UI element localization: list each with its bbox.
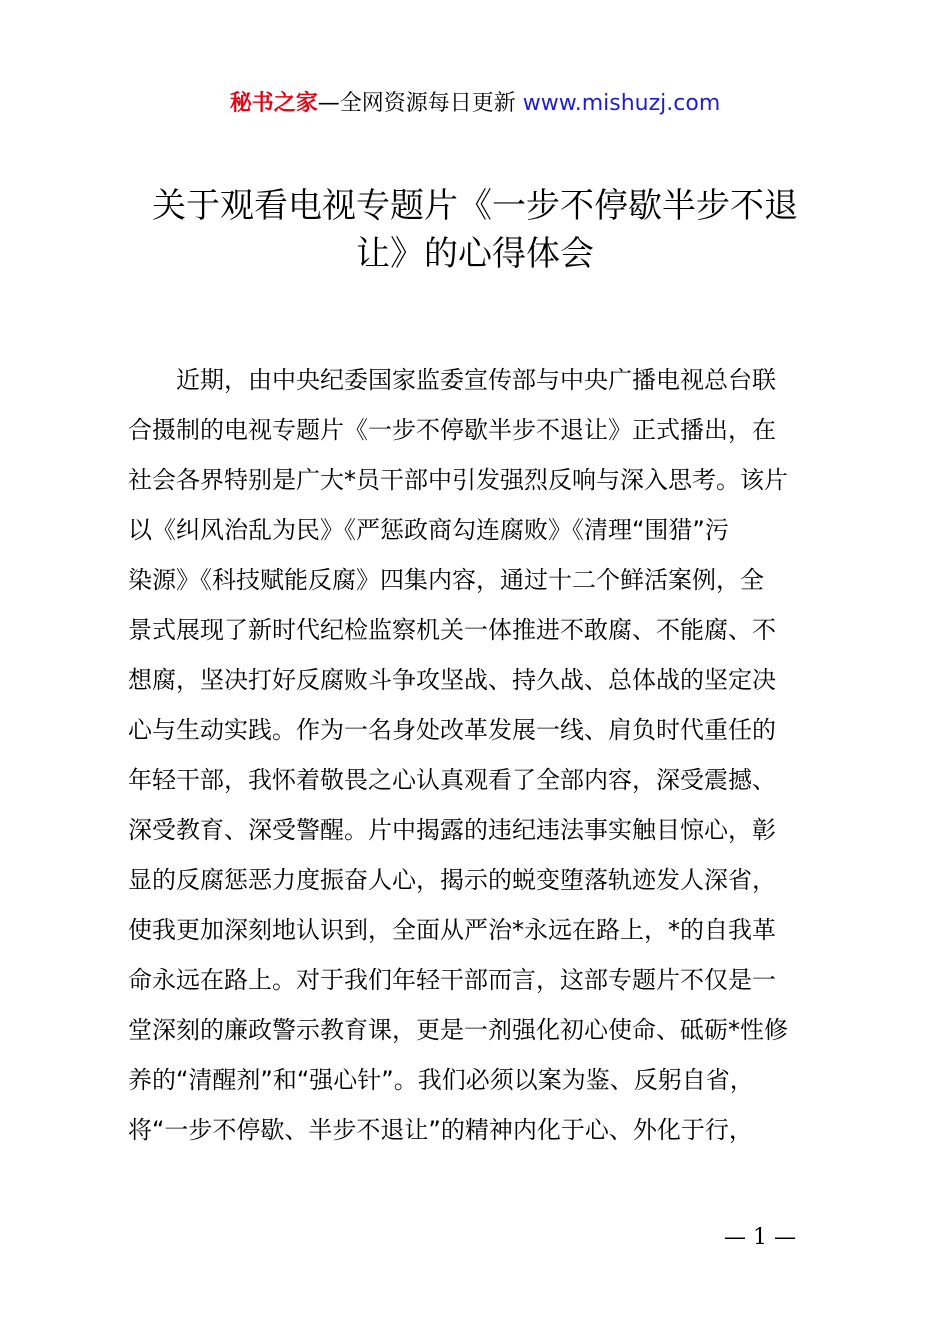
title-line: 关于观看电视专题片《一步不停歇半步不退 — [152, 186, 798, 226]
body-line: 使我更加深刻地认识到，全面从严治*永远在路上，*的自我革 — [128, 916, 776, 944]
body-line: 养的“清醒剂”和“强心针”。我们必须以案为鉴、反躬自省， — [128, 1066, 754, 1094]
title-line: 让》的心得体会 — [356, 234, 594, 274]
body-line: 近期，由中央纪委国家监委宣传部与中央广播电视总台联 — [128, 366, 776, 394]
body-line: 年轻干部，我怀着敬畏之心认真观看了全部内容，深受震撼、 — [128, 766, 776, 794]
site-tagline: —全网资源每日更新 — [317, 91, 523, 116]
site-brand: 秘书之家 — [229, 91, 318, 116]
body-line: 以《纠风治乱为民》《严惩政商勾连腐败》《清理“围猎”污 — [128, 516, 729, 544]
body-line: 想腐，坚决打好反腐败斗争攻坚战、持久战、总体战的坚定决 — [128, 666, 776, 694]
document-title — [80, 182, 870, 278]
body-line: 染源》《科技赋能反腐》四集内容，通过十二个鲜活案例，全 — [128, 566, 764, 594]
body-line: 显的反腐惩恶力度振奋人心，揭示的蜕变堕落轨迹发人深省， — [128, 866, 776, 894]
body-line: 堂深刻的廉政警示教育课，更是一剂强化初心使命、砥砺*性修 — [128, 1016, 788, 1044]
document-body — [128, 355, 838, 1155]
site-url-link[interactable]: www.mishuzj.com — [522, 91, 721, 116]
body-line: 深受教育、深受警醒。片中揭露的违纪违法事实触目惊心，彰 — [128, 816, 776, 844]
body-line: 景式展现了新时代纪检监察机关一体推进不敢腐、不能腐、不 — [128, 616, 776, 644]
body-line: 社会各界特别是广大*员干部中引发强烈反响与深入思考。该片 — [128, 466, 788, 494]
body-line: 将“一步不停歇、半步不退让”的精神内化于心、外化于行， — [128, 1116, 753, 1144]
body-line: 命永远在路上。对于我们年轻干部而言，这部专题片不仅是一 — [128, 966, 776, 994]
page-number: — 1 — — [724, 1225, 796, 1250]
body-line: 心与生动实践。作为一名身处改革发展一线、肩负时代重任的 — [128, 716, 776, 744]
body-line: 合摄制的电视专题片《一步不停歇半步不退让》正式播出，在 — [128, 416, 776, 444]
site-header — [0, 88, 950, 120]
